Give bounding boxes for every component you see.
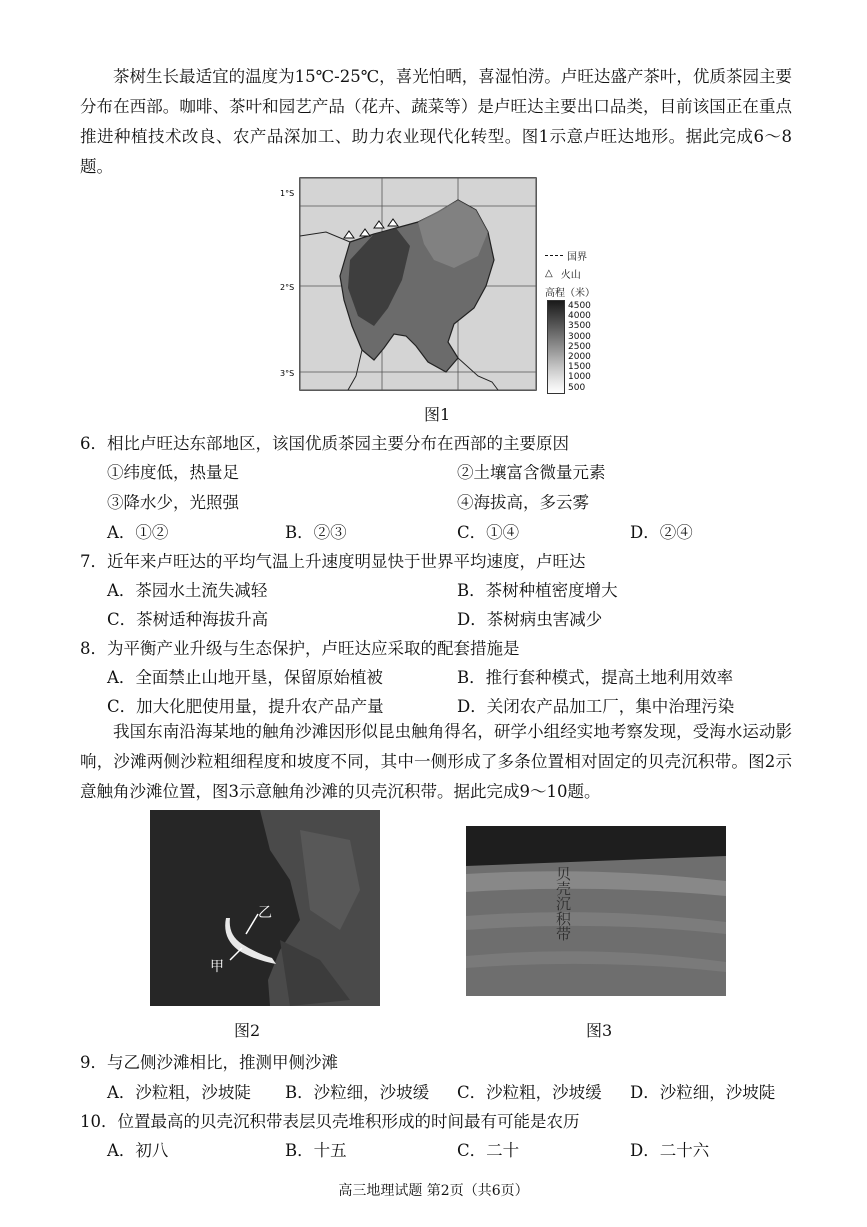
legend-volcano-label: 火山: [560, 269, 581, 281]
q10-option-c[interactable]: C．二十: [457, 1141, 520, 1160]
shell-belt-label: 贝壳沉积带: [554, 866, 572, 941]
elev-tick: 3500: [568, 321, 591, 332]
q8-stem: 8．为平衡产业升级与生态保护，卢旺达应采取的配套措施是: [80, 639, 520, 658]
q7-option-c[interactable]: C．茶树适种海拔升高: [107, 610, 269, 629]
intro-paragraph-rwanda: 茶树生长最适宜的温度为15℃-25℃，喜光怕晒，喜湿怕涝。卢旺达盛产茶叶，优质茶园主要分布在西部。咖啡、茶叶和园艺产品（花卉、蔬菜等）是卢旺达主要出口品类，目前该国正在重点推进种植技术改良、农产品深加工、助力农业现代化转型。图1示意卢旺达地形。据此完成6～8题。: [80, 67, 792, 176]
q6-option-a[interactable]: A．①②: [107, 523, 169, 542]
intro-paragraph-beach: 我国东南沿海某地的触角沙滩因形似昆虫触角得名，研学小组经实地考察发现，受海水运动影响，沙滩两侧沙粒粗细程度和坡度不同，其中一侧形成了多条位置相对固定的贝壳沉积带。图2示意触角沙滩位置，图3示意触角沙滩的贝壳沉积带。据此完成9～10题。: [80, 722, 792, 801]
q6-item-4: ④海拔高，多云雾: [457, 493, 589, 512]
page-footer: 高三地理试题 第2页（共6页）: [338, 1183, 529, 1199]
q7-option-d[interactable]: D．茶树病虫害减少: [457, 610, 603, 629]
q10-option-a[interactable]: A．初八: [107, 1141, 169, 1160]
q6-option-b[interactable]: B．②③: [285, 523, 347, 542]
elev-tick: 1000: [568, 372, 591, 383]
q6-item-3: ③降水少，光照强: [107, 493, 239, 512]
legend-border-row: [545, 246, 605, 264]
q6-item-2: ②土壤富含微量元素: [457, 463, 606, 482]
q8-option-d[interactable]: D．关闭农产品加工厂，集中治理污染: [457, 697, 735, 716]
figure3-beach-photo: [466, 826, 726, 996]
elev-tick: 2500: [568, 341, 591, 352]
elev-tick: 4500: [568, 301, 591, 311]
q9-option-b[interactable]: B．沙粒细，沙坡缓: [285, 1083, 430, 1102]
label-jia: 甲: [210, 959, 224, 975]
elev-tick: 2000: [568, 352, 591, 363]
figure2-caption: 图2: [234, 1021, 261, 1040]
lat-label-1: 1°S: [280, 189, 295, 198]
q6-item-1: ①纬度低，热量足: [107, 463, 239, 482]
figure1-caption: 图1: [424, 405, 451, 424]
legend-border-label: 国界: [567, 251, 587, 263]
q6-option-d[interactable]: D．②④: [630, 523, 693, 542]
q9-option-d[interactable]: D．沙粒细，沙坡陡: [630, 1083, 776, 1102]
lat-label-2: 2°S: [280, 283, 295, 292]
legend-elevation-title: 高程（米）: [545, 287, 595, 299]
q7-stem: 7．近年来卢旺达的平均气温上升速度明显快于世界平均速度，卢旺达: [80, 552, 586, 571]
label-yi: 乙: [258, 905, 272, 921]
q8-option-c[interactable]: C．加大化肥使用量，提升农产品产量: [107, 697, 384, 716]
q10-option-b[interactable]: B．十五: [285, 1141, 347, 1160]
elevation-ticks: [568, 301, 591, 393]
elevation-color-bar: [547, 300, 591, 394]
q9-option-a[interactable]: A．沙粒粗，沙坡陡: [107, 1083, 251, 1102]
lat-label-3: 3°S: [280, 369, 295, 378]
beach-image: [466, 826, 726, 996]
q9-stem: 9．与乙侧沙滩相比，推测甲侧沙滩: [80, 1053, 338, 1072]
elev-tick: 3000: [568, 331, 591, 342]
q10-option-d[interactable]: D．二十六: [630, 1141, 710, 1160]
map-legend: [545, 246, 605, 394]
elev-tick: 500: [568, 382, 586, 393]
border-line-icon: [545, 255, 563, 256]
rwanda-terrain-map: [278, 176, 588, 394]
q8-option-a[interactable]: A．全面禁止山地开垦，保留原始植被: [107, 668, 383, 687]
q9-option-c[interactable]: C．沙粒粗，沙坡缓: [457, 1083, 602, 1102]
figure2-satellite-photo: [150, 810, 380, 1006]
q6-option-c[interactable]: C．①④: [457, 523, 520, 542]
legend-volcano-row: [545, 264, 605, 282]
q7-option-a[interactable]: A．茶园水土流失减轻: [107, 581, 268, 600]
q10-stem: 10．位置最高的贝壳沉积带表层贝壳堆积形成的时间最有可能是农历: [80, 1112, 580, 1131]
volcano-icon: △: [545, 267, 553, 279]
q6-stem: 6．相比卢旺达东部地区，该国优质茶园主要分布在西部的主要原因: [80, 434, 569, 453]
elev-tick: 4000: [568, 311, 591, 322]
figure3-caption: 图3: [586, 1021, 613, 1040]
elev-tick: 1500: [568, 362, 591, 373]
q8-option-b[interactable]: B．推行套种模式，提高土地利用效率: [457, 668, 734, 687]
q7-option-b[interactable]: B．茶树种植密度增大: [457, 581, 618, 600]
